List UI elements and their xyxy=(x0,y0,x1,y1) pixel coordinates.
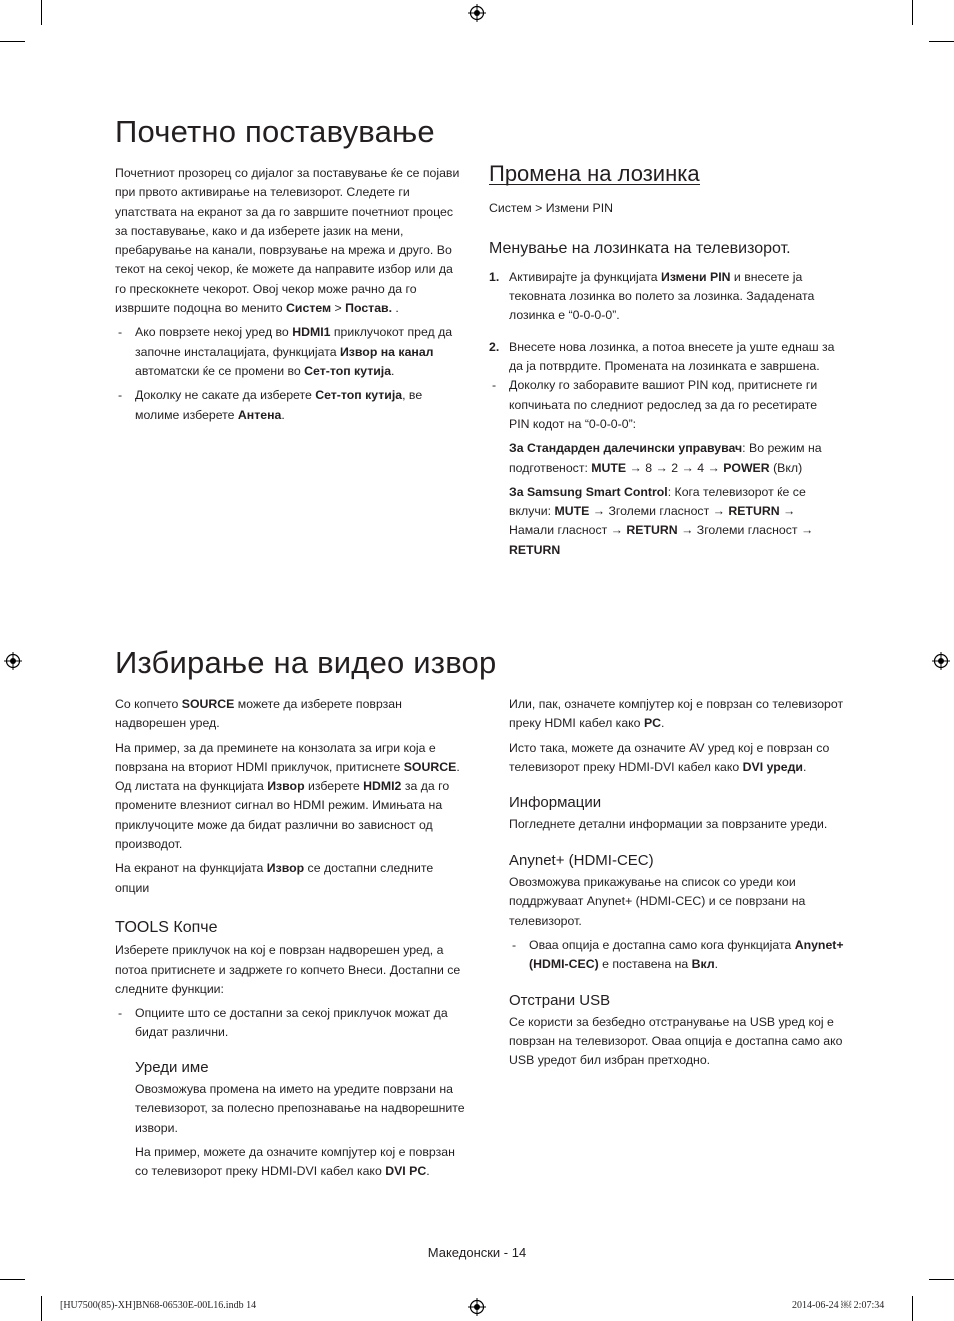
crop-mark xyxy=(912,0,913,25)
subsection-title-tools-button: TOOLS Копче xyxy=(115,918,218,936)
crop-mark xyxy=(929,41,954,42)
tools-text: Изберете приклучок на кој е поврзан надворешен уред, а потоа притиснете и задржете го копчето Внеси. Достапни се следните функции: xyxy=(115,943,461,996)
section-title-select-video-source: Избирање на видео извор xyxy=(115,645,497,680)
change-password-column xyxy=(489,161,839,565)
note-item: - Доколку го заборавите вашиот PIN код, притиснете ги копчињата по следниот редослед за да го ресетирате PIN кодот на “0-0-0-0”: xyxy=(492,378,818,431)
registration-mark-icon xyxy=(932,652,950,670)
dvi-label-paragraph: Исто така, можете да означите AV уред кој е поврзан со телевизорот преку HDMI-DVI кабел како DVI уреди. xyxy=(509,740,830,774)
crop-mark xyxy=(912,1296,913,1321)
crop-mark xyxy=(0,1279,25,1280)
step-item: 1. Активирајте ја функцијата Измени PIN и внесете ја тековната лозинка во полето за лозинка. Зададената лозинка е “0-0-0-0”. xyxy=(489,269,815,323)
subsection-title-edit-name: Уреди име xyxy=(135,1058,209,1076)
registration-mark-icon xyxy=(468,4,486,22)
print-file-info: [HU7500(85)-XH]BN68-06530E-00L16.indb 14 xyxy=(60,1300,257,1311)
video-source-right-column xyxy=(509,695,844,1076)
reset-smart-control: За Samsung Smart Control: Кога телевизорот ќе се вклучи: MUTE → Зголеми гласност → RETURN → Намали гласност → RETURN → Зголеми гласност → RETURN xyxy=(509,484,814,557)
crop-mark xyxy=(929,1279,954,1280)
section-title-initial-setup: Почетно поставување xyxy=(115,114,435,149)
note-item: - Оваа опција е достапна само кога функцијата Anynet+ (HDMI-CEC) е поставена на Вкл. xyxy=(512,937,844,972)
subsection-title-remove-usb: Отстрани USB xyxy=(509,991,611,1009)
anynet-text: Овозможува прикажување на список со уреди кои поддржуваат Anynet+ (HDMI-CEC) и се поврзани на телевизорот. xyxy=(509,875,806,928)
information-text: Погледнете детални информации за поврзаните уреди. xyxy=(509,817,828,832)
registration-mark-icon xyxy=(468,1298,486,1316)
reset-standard-remote: За Стандарден далечински управувач: Во режим на подготвеност: MUTE → 8 → 2 → 4 → POWER (Вкл) xyxy=(509,441,822,475)
note-item: - Опциите што се достапни за секој приклучок можат да бидат различни. xyxy=(118,1006,448,1040)
subsection-title-information: Информации xyxy=(509,794,602,812)
crop-mark xyxy=(41,1296,42,1321)
menu-path: Систем > Измени PIN xyxy=(489,201,614,216)
crop-mark xyxy=(41,0,42,25)
initial-setup-intro: Почетниот прозорец со дијалог за поставување ќе се појави при првото активирање на телевизорот. Следете ги упатствата на екранот за да го завршите почетниот процес за поставување, како и да изберете јазик на мени, пребарување на канали, поврзување на мрежа и друго. Во текот на секој чекор, ќе можете да направите избор или да го прескокнете чекорот. Овој чекор може рачно да го извршите подоцна во менито Систем > Постав. . xyxy=(115,166,460,316)
source-paragraph: На екранот на функцијата Извор се достапни следните опции xyxy=(115,861,434,895)
registration-mark-icon xyxy=(4,652,22,670)
note-item: - Ако поврзете некој уред во HDMI1 приклучокот пред да започне инсталацијата, функцијата Извор на канал автоматски ќе се промени во Сет-топ кутија. xyxy=(118,325,453,378)
video-source-left-column xyxy=(115,695,467,1187)
page-number: Македонски - 14 xyxy=(427,1245,527,1260)
remove-usb-text: Се користи за безбедно отстранување на USB уред кој е поврзан на телевизорот. Оваа опција е достапна само ако USB уредот бил избран претходно. xyxy=(509,1014,843,1068)
source-paragraph: На пример, за да преминете на конзолата за игри која е поврзана на вториот HDMI приклучок, притиснете SOURCE. Од листата на функцијата Извор изберете HDMI2 за да го промените влезниот сигнал во HDMI режим. Имињата на приклучоците може да бидат различни во зависност од производот. xyxy=(115,740,460,852)
subsection-title-change-tv-password: Менување на лозинката на телевизорот. xyxy=(489,239,791,257)
print-timestamp: 2014-06-24 ￼ 2:07:34 xyxy=(792,1300,885,1311)
source-paragraph: Со копчето SOURCE можете да изберете поврзан надворешен уред. xyxy=(115,697,402,731)
section-title-change-password: Промена на лозинка xyxy=(489,161,700,186)
subsection-title-anynet: Anynet+ (HDMI-CEC) xyxy=(509,851,654,869)
step-item: 2. Внесете нова лозинка, а потоа внесете ја уште еднаш за да ја потврдите. Промената на лозинката е завршена. xyxy=(489,339,835,374)
initial-setup-column xyxy=(115,164,467,430)
edit-name-example: На пример, можете да означите компјутер кој е поврзан со телевизорот преку HDMI-DVI кабел како DVI PC. xyxy=(135,1144,455,1179)
edit-name-text: Овозможува промена на името на уредите поврзани на телевизорот, за полесно препознавање на надворешните извори. xyxy=(135,1082,465,1135)
crop-mark xyxy=(0,41,25,42)
pc-label-paragraph: Или, пак, означете компјутер кој е поврзан со телевизорот преку HDMI кабел како PC. xyxy=(509,697,844,731)
note-item: - Доколку не сакате да изберете Сет-топ кутија, ве молиме изберете Антена. xyxy=(118,388,423,422)
